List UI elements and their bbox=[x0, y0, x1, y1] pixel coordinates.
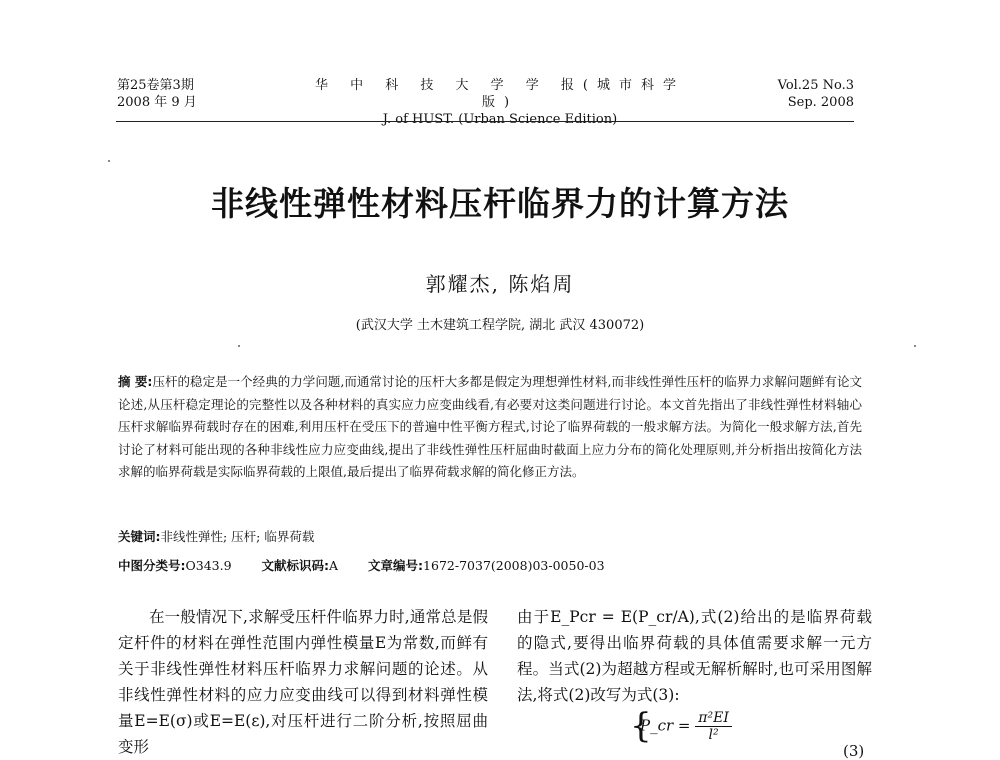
article-id-label: 文章编号: bbox=[368, 558, 424, 573]
journal-name-cn: 华 中 科 技 大 学 学 报(城市科学版) bbox=[315, 78, 685, 110]
journal-header-left bbox=[117, 77, 197, 111]
clc-value: O343.9 bbox=[185, 558, 232, 573]
equation-denominator: l² bbox=[708, 727, 719, 743]
journal-header-right bbox=[778, 77, 854, 111]
doc-code-value: A bbox=[329, 558, 339, 573]
publication-date-en: Sep. 2008 bbox=[787, 95, 854, 110]
abstract-text: 压杆的稳定是一个经典的力学问题,而通常讨论的压杆大多都是假定为理想弹性材料,而非线性弹性压杆的临界力求解问题鲜有论文论述,从压杆稳定理论的完整性以及各种材料的真实应力应变曲线看,有必要对这类问题进行讨论。本文首先指出了非线性弹性材料轴心压杆求解临界荷载时存在的困难,利用压杆在受压下的普遍中性平衡方程式,讨论了临界荷载的一般求解方法。为简化一般求解方法,首先讨论了材料可能出现的各种非线性应力应变曲线,提出了非线性弹性压杆屈曲时截面上应力分布的简化处理原则,并分析指出按简化方法求解的临界荷载是实际临界荷载的上限值,最后提出了临界荷载求解的简化修正方法。 bbox=[118, 374, 862, 479]
journal-name-en: J. of HUST. (Urban Science Edition) bbox=[382, 112, 618, 127]
classification-line bbox=[118, 556, 605, 574]
equation-lhs: P_cr = bbox=[640, 716, 691, 735]
article-id-value: 1672-7037(2008)03-0050-03 bbox=[423, 558, 605, 573]
volume-issue: 第25卷第3期 bbox=[117, 78, 194, 93]
clc-label: 中图分类号: bbox=[118, 558, 186, 573]
doc-code-label: 文献标识码: bbox=[261, 558, 330, 573]
scan-dot bbox=[108, 160, 110, 162]
body-paragraph: 在一般情况下,求解受压杆件临界力时,通常总是假定杆件的材料在弹性范围内弹性模量E为常数,而鲜有关于非线性弹性材料压杆临界力求解问题的论述。从非线性弹性材料的应力应变曲线可以得到材料弹性模量E=E(σ)或E=E(ε),对压杆进行二阶分析,按照屈曲变形 bbox=[118, 608, 488, 756]
scan-dot bbox=[914, 345, 916, 347]
equation-number: (3) bbox=[843, 742, 865, 760]
header-rule bbox=[116, 121, 854, 122]
equation-brace: { bbox=[630, 706, 652, 746]
authors: 郭耀杰, 陈焰周 bbox=[425, 272, 575, 296]
keywords bbox=[118, 527, 314, 545]
keywords-label: 关键词: bbox=[118, 529, 161, 544]
paper-title: 非线性弹性材料压杆临界力的计算方法 bbox=[211, 184, 789, 223]
equation-3 bbox=[640, 710, 732, 743]
body-paragraph: 由于E_Pcr = E(P_cr/A),式(2)给出的是临界荷载的隐式,要得出临界荷载的具体值需要求解一元方程。当式(2)为超越方程或无解析解时,也可采用图解法,将式(2)改写为式(3): bbox=[517, 608, 872, 704]
keywords-text: 非线性弹性; 压杆; 临界荷载 bbox=[160, 529, 315, 544]
scan-dot bbox=[238, 345, 240, 347]
abstract-label: 摘 要: bbox=[118, 374, 153, 389]
equation-fraction bbox=[695, 710, 732, 743]
equation-numerator: π²EI bbox=[695, 710, 732, 727]
abstract bbox=[118, 371, 862, 484]
volume-issue-en: Vol.25 No.3 bbox=[777, 78, 854, 93]
body-column-left bbox=[118, 604, 488, 760]
publication-date-cn: 2008 年 9 月 bbox=[117, 95, 197, 110]
body-column-right bbox=[517, 604, 872, 708]
affiliation: (武汉大学 土木建筑工程学院, 湖北 武汉 430072) bbox=[355, 318, 645, 333]
